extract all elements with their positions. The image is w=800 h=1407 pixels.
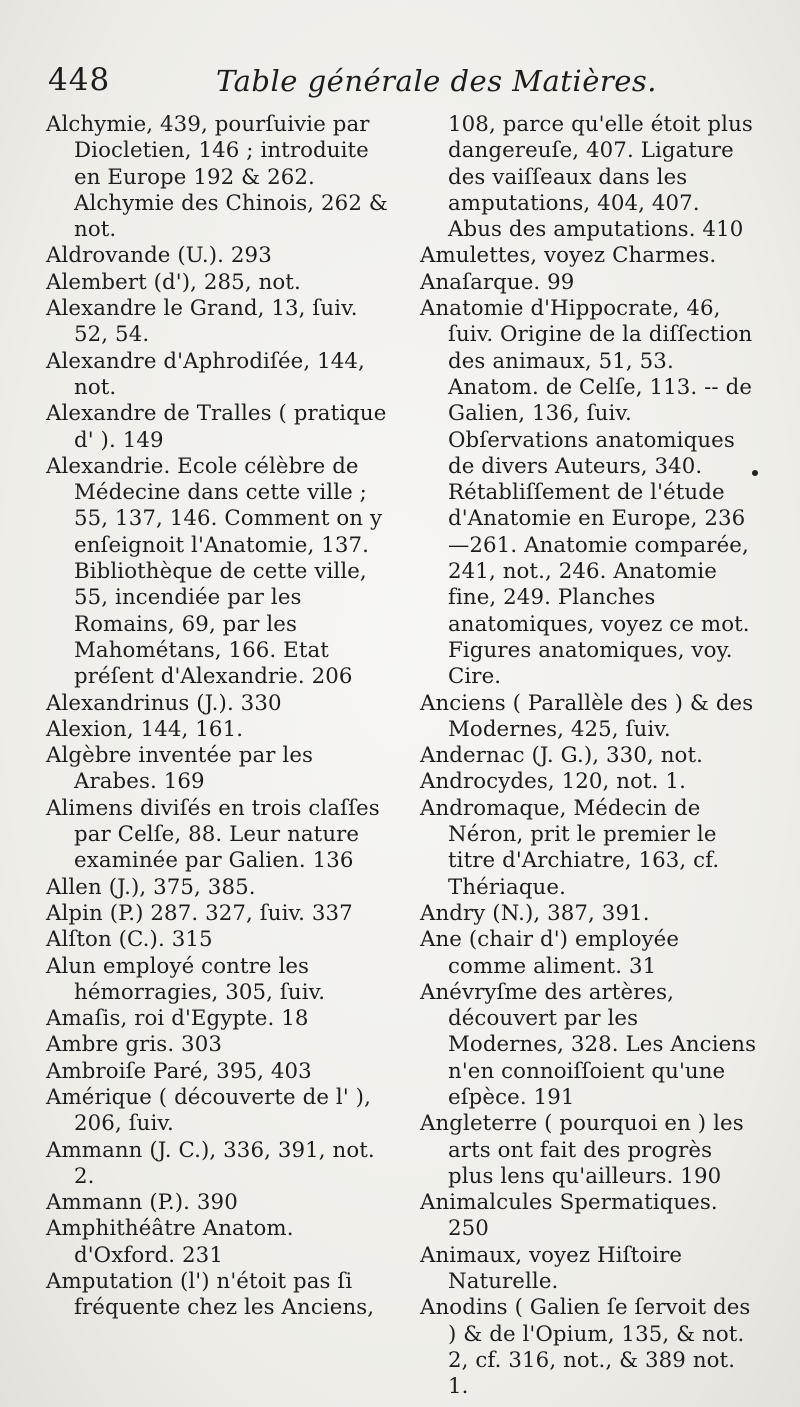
index-entry: Ammann (P.). 390 xyxy=(46,1190,238,1216)
index-entry-continued: 108, parce qu'elle étoit plus dangereuſe, 407. Ligature des vaiſſeaux dans les amputations, 404, 407. Abus des amputations. 410 xyxy=(448,112,753,243)
index-entry: Animalcules Spermatiques. 250 xyxy=(420,1190,718,1242)
index-entry: Anodins ( Galien ſe ſervoit des ) & de l'Opium, 135, & not. 2, cf. 316, not., & 389 not. 1. xyxy=(420,1295,751,1400)
index-entry: Androcydes, 120, not. 1. xyxy=(420,769,686,795)
index-entry: Amulettes, voyez Charmes. xyxy=(420,243,717,269)
index-entry: Algèbre inventée par les Arabes. 169 xyxy=(46,743,314,795)
index-entry: Amphithéâtre Anatom. d'Oxford. 231 xyxy=(46,1216,294,1268)
index-entry: Alexandrie. Ecole célèbre de Médecine dans cette ville ; 55, 137, 146. Comment on y enſeignoit l'Anatomie, 137. Bibliothèque de cette ville, 55, incendiée par les Romains, 69, par les Mahométans, 166. Etat préſent d'Alexandrie. 206 xyxy=(46,453,383,690)
index-entry: Alun employé contre les hémorragies, 305, ſuiv. xyxy=(46,953,326,1005)
running-title: Table générale des Matières. xyxy=(216,64,657,98)
index-entry: Andry (N.), 387, 391. xyxy=(420,900,650,926)
index-entry: Anaſarque. 99 xyxy=(420,269,575,295)
index-entry: Anciens ( Parallèle des ) & des Modernes, 425, ſuiv. xyxy=(420,690,754,742)
index-entry: Allen (J.), 375, 385. xyxy=(46,874,256,900)
index-entry: Ambroiſe Paré, 395, 403 xyxy=(46,1058,312,1084)
page-number: 448 xyxy=(48,62,111,98)
index-entry: Alexandre d'Aphrodiſée, 144, not. xyxy=(46,348,365,400)
index-entry: Andromaque, Médecin de Néron, prit le premier le titre d'Archiatre, 163, cf. Thériaque. xyxy=(420,795,720,900)
index-column-right xyxy=(420,112,760,1401)
index-entry: Alexion, 144, 161. xyxy=(46,716,244,742)
index-entry: Alexandrinus (J.). 330 xyxy=(46,690,282,716)
index-entry: Amaſis, roi d'Egypte. 18 xyxy=(46,1006,309,1032)
index-entry: Ammann (J. C.), 336, 391, not. 2. xyxy=(46,1137,375,1189)
index-entry: Amérique ( découverte de l' ), 206, ſuiv. xyxy=(46,1084,371,1137)
index-entry: Ane (chair d') employée comme aliment. 31 xyxy=(420,927,680,979)
index-entry: Aldrovande (U.). 293 xyxy=(46,243,272,269)
index-entry: Alpin (P.) 287. 327, ſuiv. 337 xyxy=(46,900,353,926)
index-entry: Andernac (J. G.), 330, not. xyxy=(420,743,703,769)
index-entry: Alimens diviſés en trois claſſes par Celſe, 88. Leur nature examinée par Galien. 136 xyxy=(46,795,380,874)
index-column-left xyxy=(46,112,391,1322)
index-entry: Alexandre le Grand, 13, ſuiv. 52, 54. xyxy=(46,296,358,348)
page-header xyxy=(48,60,748,104)
index-entry: Alembert (d'), 285, not. xyxy=(46,269,301,295)
index-entry: Amputation (l') n'étoit pas ſi fréquente chez les Anciens, xyxy=(46,1269,375,1321)
index-entry: Alſton (C.). 315 xyxy=(46,927,213,953)
index-entry: Anévryſme des artères, découvert par les Modernes, 328. Les Anciens n'en connoiſſoient qu'une eſpèce. 191 xyxy=(420,979,757,1110)
ink-speck xyxy=(752,470,758,476)
index-entry: Anatomie d'Hippocrate, 46, ſuiv. Origine de la diſſection des animaux, 51, 53. Anatom. de Celſe, 113. -- de Galien, 136, ſuiv. Obſervations anatomiques de divers Auteurs, 340. Rétabliſſement de l'étude d'Anatomie en Europe, 236—261. Anatomie comparée, 241, not., 246. Anatomie fine, 249. Planches anatomiques, voyez ce mot. Figures anatomiques, voy. Cire. xyxy=(420,296,753,690)
index-entry: Ambre gris. 303 xyxy=(46,1032,223,1058)
index-entry: Alchymie, 439, pourſuivie par Diocletien, 146 ; introduite en Europe 192 & 262. Alchymie des Chinois, 262 & not. xyxy=(46,112,388,243)
index-entry: Angleterre ( pourquoi en ) les arts ont fait des progrès plus lens qu'ailleurs. 190 xyxy=(420,1111,744,1189)
index-entry: Alexandre de Tralles ( pratique d' ). 149 xyxy=(46,401,387,453)
index-entry: Animaux, voyez Hiſtoire Naturelle. xyxy=(420,1242,683,1295)
